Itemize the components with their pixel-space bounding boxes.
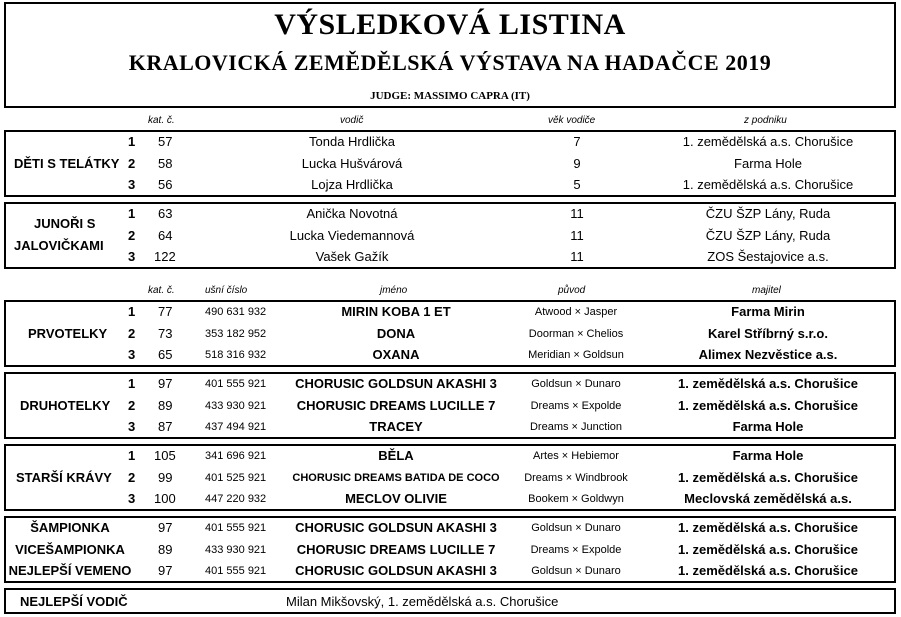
section-label: DĚTI S TELÁTKY [14,156,120,171]
judge-line: JUDGE: MASSIMO CAPRA (IT) [370,90,530,102]
section-best-handler [4,588,896,614]
section-label-2: JALOVIČKAMI [14,238,104,253]
header-vek: věk vodiče [548,115,596,126]
section-label: PRVOTELKY [28,326,108,341]
header-puvod: původ [558,285,586,296]
header-podnik: z podniku [744,115,787,126]
section-label-1: JUNOŘI S [34,216,96,231]
header-vodic: vodič [340,115,364,126]
header-kat: kat. č. [148,285,175,296]
page-subtitle: KRALOVICKÁ ZEMĚDĚLSKÁ VÝSTAVA NA HADAČCE 2019 [128,50,772,75]
best-handler-label: NEJLEPŠÍ VODIČ [20,594,128,609]
header-kat: kat. č. [148,115,175,126]
page-title: VÝSLEDKOVÁ LISTINA [274,8,626,41]
header-jmeno: jméno [380,285,408,296]
title-box [4,2,896,108]
header-majitel: majitel [752,285,781,296]
header-ucni: ušní číslo [205,285,248,296]
section-label: DRUHOTELKY [20,398,111,413]
section-label: STARŠÍ KRÁVY [16,470,112,485]
best-handler-value: Milan Mikšovský, 1. zemědělská a.s. Chorušice [286,594,559,609]
